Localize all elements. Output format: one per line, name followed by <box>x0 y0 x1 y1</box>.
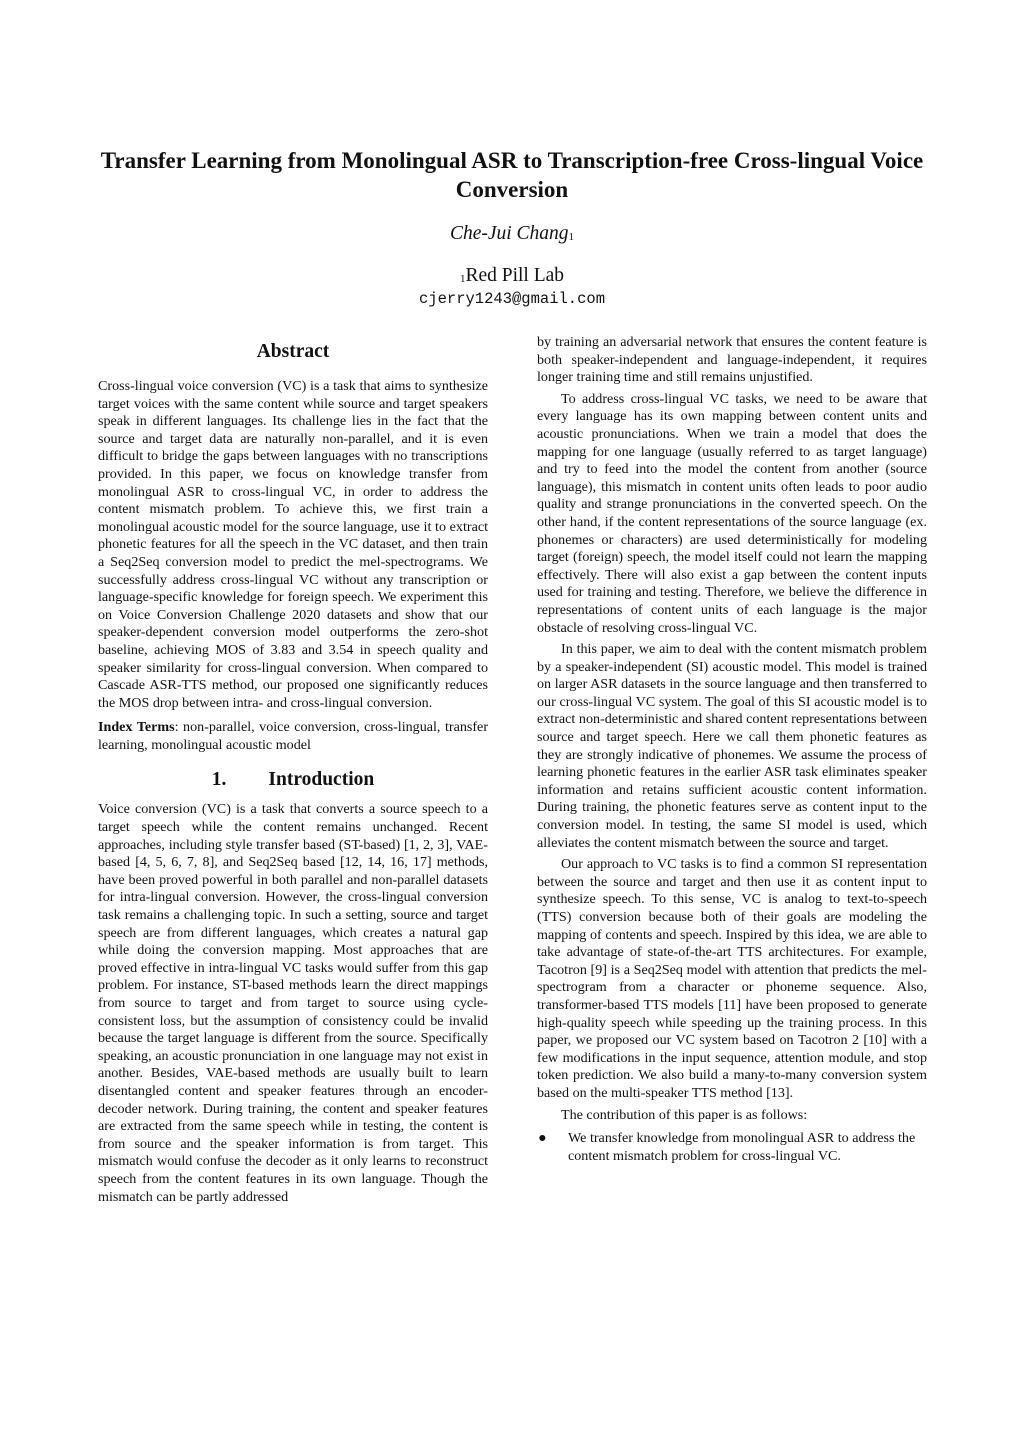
intro-paragraph-1-continued: by training an adversarial network that ensures the content feature is both speaker-independent and language-independent, it requires longer training time and still remains unjustified. <box>537 334 927 386</box>
contribution-item <box>537 1130 927 1165</box>
author-name: Che-Jui Chang <box>449 223 569 244</box>
affiliation-line <box>0 264 1024 291</box>
contribution-list <box>537 1130 927 1165</box>
intro-paragraph-1: Voice conversion (VC) is a task that converts a source speech to a target speech while the content remains unchanged. Recent approaches, including style transfer based (ST-based) [1, 2, 3], VAE-based [4, 5, 6, 7, 8], and Seq2Seq based [12, 14, 16, 17] methods, have been proved powerful in both parallel and non-parallel datasets for intra-lingual conversion. However, the cross-lingual conversion task remains a challenging topic. In such a setting, source and target speech are from different languages, which creates a natural gap while doing the conversion mapping. Most approaches that are proved effective in intra-lingual VC tasks would suffer from this gap problem. For instance, ST-based methods learn the direct mappings from source to target and from target to source using cycle-consistent loss, but the assumption of consistency could be invalid because the target language is different from the source. Specifically speaking, an acoustic pronunciation in one language may not exist in another. Besides, VAE-based methods are usually built to learn disentangled content and speaker features through an encoder-decoder network. During training, the content and speaker features are extracted from the same speech while in testing, the content is from source and the speaker information is from target. This mismatch would confuse the decoder as it only learns to reconstruct speech from the content features in its own language. Though the mismatch can be partly addressed <box>98 801 488 1205</box>
contribution-lead: The contribution of this paper is as follows: <box>561 1106 808 1123</box>
author-line <box>0 222 1024 249</box>
index-terms-label: Index Terms <box>98 719 175 736</box>
introduction-heading <box>98 768 488 792</box>
left-column <box>98 340 488 1210</box>
contribution-text: We transfer knowledge from monolingual ASR to address the content mismatch problem for cross-lingual VC. <box>568 1130 916 1164</box>
affiliation-mark: 1 <box>459 273 466 285</box>
intro-paragraph-3: In this paper, we aim to deal with the content mismatch problem by a speaker-independent (SI) acoustic model. This model is trained on larger ASR datasets in the source language and then transferred to our cross-lingual VC system. The goal of this SI acoustic model is to extract non-deterministic and shared content representations between source and target speech. Here we call them phonetic features as they are strongly indicative of phonemes. We assume the process of learning phonetic features in the earlier ASR task eliminates speaker information and retains sufficient acoustic content information. During training, the phonetic features serve as content input to the conversion model. In testing, the same SI model is used, which alleviates the content mismatch between the source and target. <box>537 641 927 851</box>
author-affiliation-mark: 1 <box>568 231 575 243</box>
abstract-text: Cross-lingual voice conversion (VC) is a task that aims to synthesize target voices with the same content while source and target speakers speak in different languages. Its challenge lies in the fact that the source and target data are naturally non-parallel, and it is even difficult to bridge the gaps between languages with no transcriptions provided. In this paper, we focus on knowledge transfer from monolingual ASR to cross-lingual VC, in order to address the content mismatch problem. To achieve this, we first train a monolingual acoustic model for the source language, use it to extract phonetic features for all the speech in the VC dataset, and then train a Seq2Seq conversion model to predict the mel-spectrograms. We successfully address cross-lingual VC without any transcription or language-specific knowledge for foreign speech. We experiment this on Voice Conversion Challenge 2020 datasets and show that our speaker-dependent conversion model outperforms the zero-shot baseline, achieving MOS of 3.83 and 3.54 in speech quality and speaker similarity for cross-lingual conversion. When compared to Cascade ASR-TTS method, our proposed one significantly reduces the MOS drop between intra- and cross-lingual conversion. <box>98 378 488 711</box>
abstract-heading: Abstract <box>256 341 330 362</box>
author-email: cjerry1243@gmail.com <box>418 290 606 308</box>
bullet-icon: ● <box>538 1130 547 1147</box>
paper-title: Transfer Learning from Monolingual ASR to Transcription-free Cross-lingual Voice Conversion <box>100 148 924 202</box>
intro-paragraph-2: To address cross-lingual VC tasks, we need to be aware that every language has its own mapping between content units and acoustic pronunciations. When we train a model that does the mapping for one language (usually referred to as target language) and try to feed into the model the content from another (source language), this mismatch in content units often leads to poor audio quality and strange pronunciations in the converted speech. On the other hand, if the content representations of the source language (ex. phonemes or characters) are used deterministically for modeling target (foreign) speech, the model itself could not learn the mapping effectively. There will also exist a gap between the content inputs used for training and testing. Therefore, we believe the difference in representations of content units of each language is the major obstacle of resolving cross-lingual VC. <box>537 390 927 636</box>
affiliation-name: Red Pill Lab <box>465 265 565 286</box>
intro-paragraph-4: Our approach to VC tasks is to find a common SI representation between the source and target and then use it as content input to synthesize speech. To this sense, VC is analog to text-to-speech (TTS) conversion because both of their goals are modeling the mapping of contents and speech. Inspired by this idea, we are able to take advantage of state-of-the-art TTS architectures. For example, Tacotron [9] is a Seq2Seq model with attention that predicts the mel-spectrogram from a character or phoneme sequence. Also, transformer-based TTS models [11] have been proposed to generate high-quality speech while speeding up the training process. In this paper, we proposed our VC system based on Tacotron 2 [10] with a few modifications in the input sequence, attention module, and stop token prediction. We also build a many-to-many conversion system based on the multi-speaker TTS method [13]. <box>537 856 927 1101</box>
right-column <box>537 334 927 1165</box>
section-number: 1. <box>211 769 227 791</box>
section-title: Introduction <box>268 769 375 791</box>
index-terms-text: : non-parallel, voice conversion, cross-lingual, transfer learning, monolingual acoustic model <box>98 719 489 753</box>
index-terms <box>98 719 488 754</box>
